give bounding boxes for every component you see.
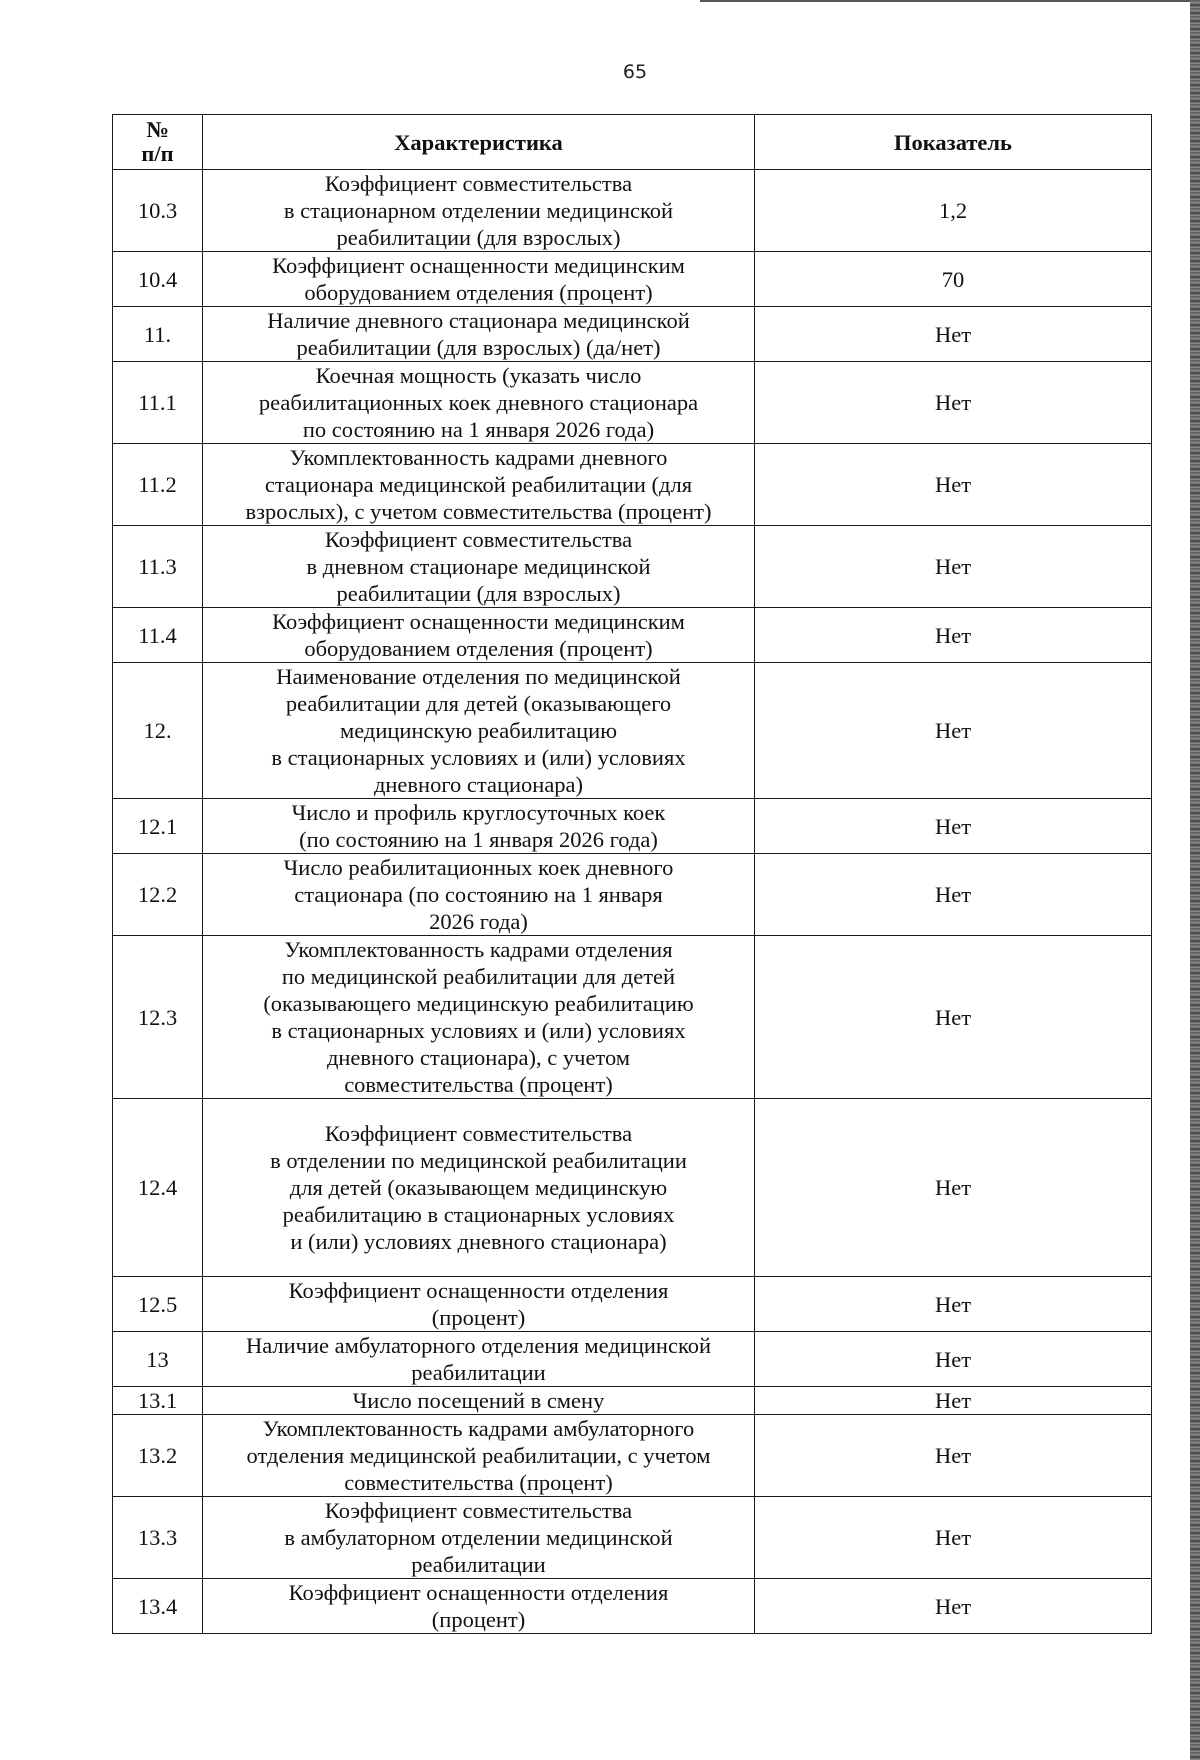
row-characteristic: Число и профиль круглосуточных коек (по состоянию на 1 января 2026 года) xyxy=(203,799,755,854)
table-row xyxy=(113,608,1152,663)
row-number: 12. xyxy=(113,663,203,799)
table-row xyxy=(113,252,1152,307)
row-number: 12.1 xyxy=(113,799,203,854)
row-value: Нет xyxy=(755,1099,1152,1277)
row-number: 12.2 xyxy=(113,854,203,936)
table-row xyxy=(113,526,1152,608)
row-number: 11.4 xyxy=(113,608,203,663)
table-row xyxy=(113,1497,1152,1579)
row-number: 13.1 xyxy=(113,1387,203,1415)
row-characteristic: Число реабилитационных коек дневного стационара (по состоянию на 1 января 2026 года) xyxy=(203,854,755,936)
indicators-table xyxy=(112,114,1152,1634)
table-row xyxy=(113,1579,1152,1634)
row-value: Нет xyxy=(755,1277,1152,1332)
row-characteristic: Число посещений в смену xyxy=(203,1387,755,1415)
table-row xyxy=(113,854,1152,936)
row-number: 12.5 xyxy=(113,1277,203,1332)
row-characteristic: Наименование отделения по медицинской реабилитации для детей (оказывающего медицинскую реабилитацию в стационарных условиях и (или) условиях дневного стационара) xyxy=(203,663,755,799)
row-characteristic: Коэффициент совместительства в дневном стационаре медицинской реабилитации (для взрослых) xyxy=(203,526,755,608)
row-value: Нет xyxy=(755,444,1152,526)
table-row xyxy=(113,936,1152,1099)
row-characteristic: Коэффициент оснащенности отделения (процент) xyxy=(203,1277,755,1332)
table-row xyxy=(113,1277,1152,1332)
row-number: 11.2 xyxy=(113,444,203,526)
row-number: 11. xyxy=(113,307,203,362)
table-row xyxy=(113,362,1152,444)
row-characteristic: Коечная мощность (указать число реабилитационных коек дневного стационара по состоянию на 1 января 2026 года) xyxy=(203,362,755,444)
row-value: Нет xyxy=(755,1415,1152,1497)
page-number: 65 xyxy=(622,61,648,83)
row-value: Нет xyxy=(755,1579,1152,1634)
table-row xyxy=(113,1332,1152,1387)
row-value: Нет xyxy=(755,854,1152,936)
row-number: 11.1 xyxy=(113,362,203,444)
row-value: Нет xyxy=(755,799,1152,854)
row-characteristic: Укомплектованность кадрами отделения по медицинской реабилитации для детей (оказывающего медицинскую реабилитацию в стационарных условиях и (или) условиях дневного стационара), с учетом совместительства (процент) xyxy=(203,936,755,1099)
row-characteristic: Коэффициент совместительства в амбулаторном отделении медицинской реабилитации xyxy=(203,1497,755,1579)
row-number: 10.4 xyxy=(113,252,203,307)
row-value: 70 xyxy=(755,252,1152,307)
row-characteristic: Коэффициент оснащенности отделения (процент) xyxy=(203,1579,755,1634)
table-row xyxy=(113,799,1152,854)
table-row xyxy=(113,307,1152,362)
row-characteristic: Укомплектованность кадрами дневного стационара медицинской реабилитации (для взрослых), с учетом совместительства (процент) xyxy=(203,444,755,526)
row-value: 1,2 xyxy=(755,170,1152,252)
scan-top-edge xyxy=(700,0,1190,2)
row-characteristic: Наличие амбулаторного отделения медицинской реабилитации xyxy=(203,1332,755,1387)
row-characteristic: Коэффициент оснащенности медицинским оборудованием отделения (процент) xyxy=(203,608,755,663)
row-value: Нет xyxy=(755,362,1152,444)
row-number: 12.3 xyxy=(113,936,203,1099)
row-number: 13.4 xyxy=(113,1579,203,1634)
table-row xyxy=(113,444,1152,526)
table-row xyxy=(113,170,1152,252)
table-row xyxy=(113,663,1152,799)
header-indicator: Показатель xyxy=(755,115,1152,170)
table-row xyxy=(113,1387,1152,1415)
row-number: 13 xyxy=(113,1332,203,1387)
row-value: Нет xyxy=(755,1387,1152,1415)
scan-right-edge xyxy=(1190,0,1200,1760)
header-number: № п/п xyxy=(113,115,203,170)
row-value: Нет xyxy=(755,663,1152,799)
row-number: 12.4 xyxy=(113,1099,203,1277)
row-characteristic: Коэффициент совместительства в отделении по медицинской реабилитации для детей (оказывающем медицинскую реабилитацию в стационарных условиях и (или) условиях дневного стационара) xyxy=(203,1099,755,1277)
row-value: Нет xyxy=(755,526,1152,608)
row-value: Нет xyxy=(755,1497,1152,1579)
row-characteristic: Коэффициент совместительства в стационарном отделении медицинской реабилитации (для взрослых) xyxy=(203,170,755,252)
row-characteristic: Наличие дневного стационара медицинской реабилитации (для взрослых) (да/нет) xyxy=(203,307,755,362)
row-characteristic: Укомплектованность кадрами амбулаторного отделения медицинской реабилитации, с учетом совместительства (процент) xyxy=(203,1415,755,1497)
row-number: 11.3 xyxy=(113,526,203,608)
row-value: Нет xyxy=(755,608,1152,663)
row-value: Нет xyxy=(755,307,1152,362)
row-number: 13.2 xyxy=(113,1415,203,1497)
row-value: Нет xyxy=(755,1332,1152,1387)
row-number: 10.3 xyxy=(113,170,203,252)
row-characteristic: Коэффициент оснащенности медицинским оборудованием отделения (процент) xyxy=(203,252,755,307)
table-row xyxy=(113,1099,1152,1277)
row-value: Нет xyxy=(755,936,1152,1099)
row-number: 13.3 xyxy=(113,1497,203,1579)
header-characteristic: Характеристика xyxy=(203,115,755,170)
table-row xyxy=(113,1415,1152,1497)
table-header-row xyxy=(113,115,1152,170)
